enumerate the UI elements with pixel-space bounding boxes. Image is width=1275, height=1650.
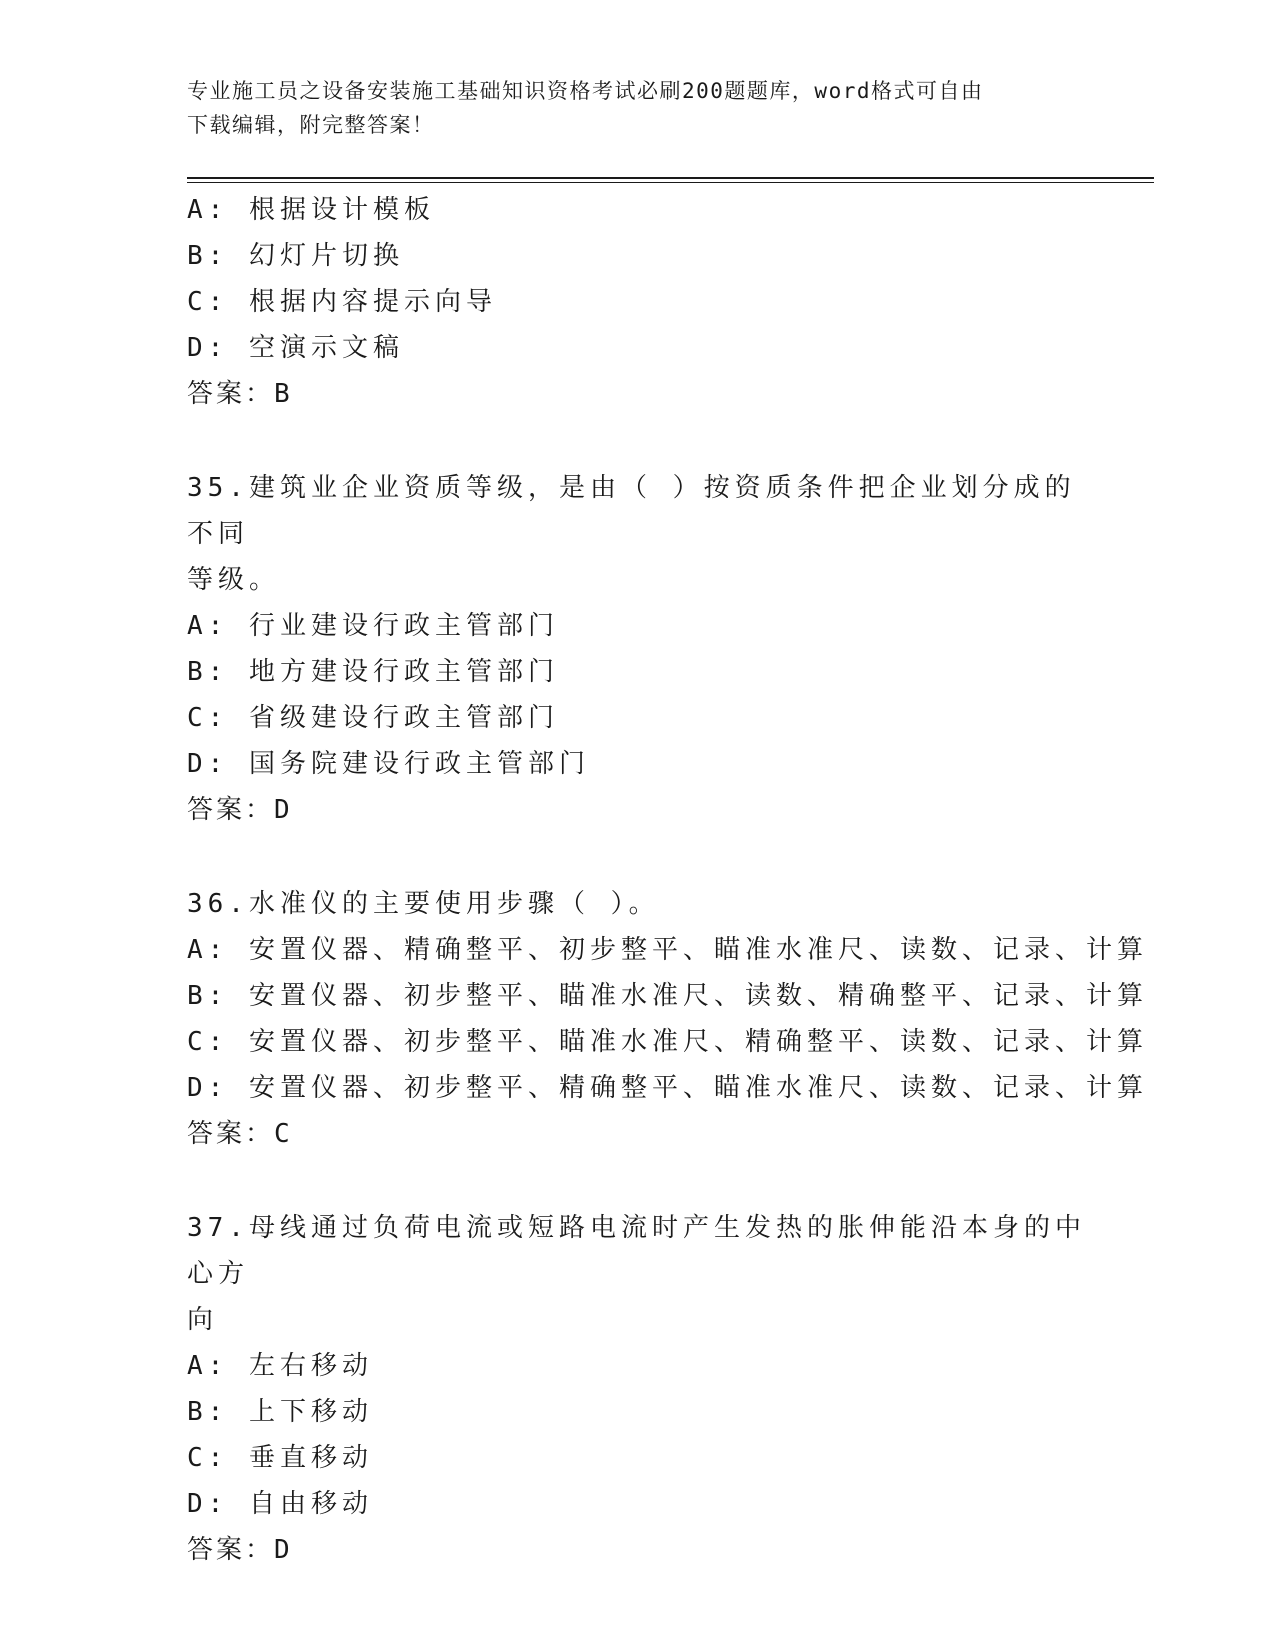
option-c (187, 279, 1087, 325)
option-d (187, 741, 1087, 787)
option-letter: B: (187, 241, 229, 271)
answer-line (187, 1527, 1087, 1573)
option-text: 国务院建设行政主管部门 (248, 749, 590, 779)
option-c (187, 1019, 1148, 1065)
option-letter: A: (187, 195, 229, 225)
option-text: 安置仪器、初步整平、精确整平、瞄准水准尺、读数、记录、计算 (248, 1073, 1148, 1103)
document-title: 专业施工员之设备安装施工基础知识资格考试必刷200题题库，word格式可自由 下载编辑，附完整答案！ (187, 79, 984, 137)
answer-line (187, 1111, 1087, 1157)
document-body (187, 187, 1148, 1573)
answer-value: D (274, 795, 291, 825)
answer-label: 答案： (187, 379, 275, 409)
option-letter: D: (187, 749, 229, 779)
option-letter: C: (187, 1027, 229, 1057)
option-c (187, 1435, 1087, 1481)
option-text: 自由移动 (248, 1489, 373, 1519)
option-text: 左右移动 (248, 1351, 373, 1381)
option-letter: B: (187, 981, 229, 1011)
option-letter: C: (187, 703, 229, 733)
option-text: 空演示文稿 (248, 333, 404, 363)
answer-line (187, 787, 1087, 833)
option-letter: D: (187, 1073, 229, 1103)
option-text: 垂直移动 (248, 1443, 373, 1473)
answer-label: 答案： (187, 795, 275, 825)
question-stem: 37.母线通过负荷电流或短路电流时产生发热的胀伸能沿本身的中心方 向 (187, 1213, 1086, 1335)
option-letter: D: (187, 1489, 229, 1519)
option-letter: A: (187, 611, 229, 641)
answer-value: D (274, 1535, 291, 1565)
option-d (187, 325, 1087, 371)
option-text: 安置仪器、初步整平、瞄准水准尺、精确整平、读数、记录、计算 (248, 1027, 1148, 1057)
option-text: 省级建设行政主管部门 (248, 703, 559, 733)
option-d (187, 1065, 1148, 1111)
option-b (187, 1389, 1087, 1435)
option-letter: A: (187, 935, 229, 965)
answer-label: 答案： (187, 1535, 275, 1565)
question-stem: 35.建筑业企业资质等级，是由（ ）按资质条件把企业划分成的不同 等级。 (187, 473, 1076, 595)
answer-value: B (274, 379, 291, 409)
option-a (187, 927, 1148, 973)
option-text: 安置仪器、初步整平、瞄准水准尺、读数、精确整平、记录、计算 (248, 981, 1148, 1011)
option-letter: D: (187, 333, 229, 363)
option-letter: B: (187, 657, 229, 687)
question-35 (187, 465, 1087, 833)
option-letter: C: (187, 1443, 229, 1473)
option-d (187, 1481, 1087, 1527)
question-stem: 36.水准仪的主要使用步骤（ ）。 (187, 889, 660, 919)
answer-line (187, 371, 1087, 417)
option-a (187, 187, 1087, 233)
option-text: 上下移动 (248, 1397, 373, 1427)
option-text: 行业建设行政主管部门 (248, 611, 559, 641)
option-letter: C: (187, 287, 229, 317)
option-text: 地方建设行政主管部门 (248, 657, 559, 687)
option-letter: B: (187, 1397, 229, 1427)
option-letter: A: (187, 1351, 229, 1381)
option-b (187, 233, 1087, 279)
option-a (187, 1343, 1087, 1389)
option-a (187, 603, 1087, 649)
answer-label: 答案： (187, 1119, 275, 1149)
question-36 (187, 881, 1148, 1157)
header-divider (187, 177, 1154, 183)
option-text: 幻灯片切换 (248, 241, 404, 271)
question-37 (187, 1205, 1087, 1573)
answer-value: C (274, 1119, 291, 1149)
option-b (187, 973, 1148, 1019)
option-b (187, 649, 1087, 695)
option-c (187, 695, 1087, 741)
option-text: 根据设计模板 (248, 195, 435, 225)
carryover-options (187, 187, 1087, 417)
option-text: 安置仪器、精确整平、初步整平、瞄准水准尺、读数、记录、计算 (248, 935, 1148, 965)
option-text: 根据内容提示向导 (248, 287, 497, 317)
